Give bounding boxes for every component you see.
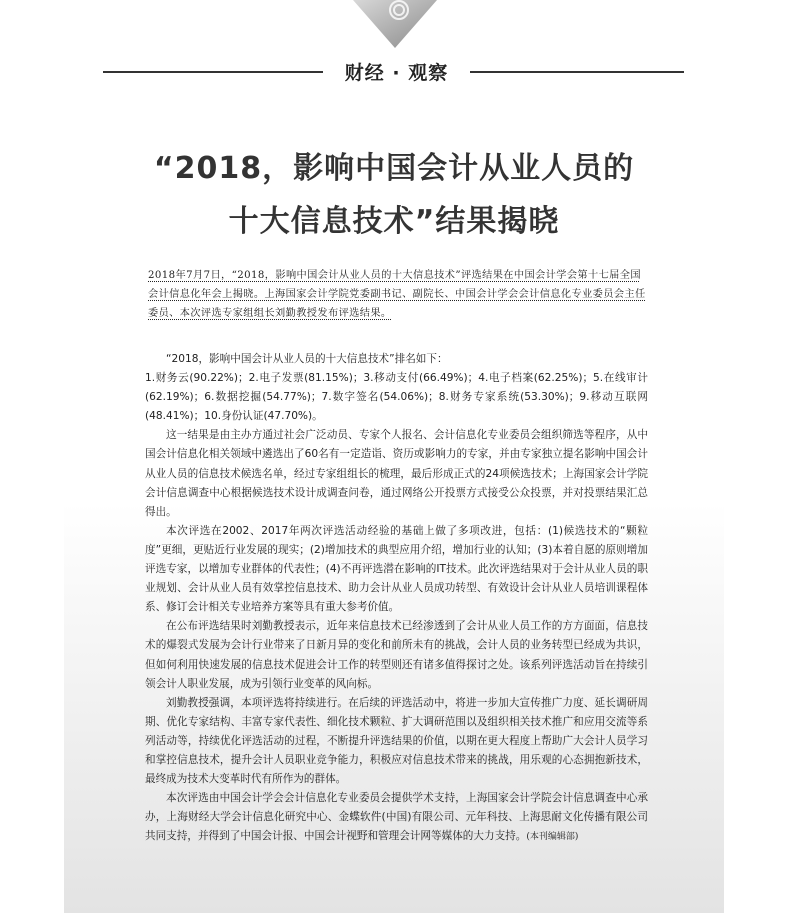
ranking-list: 1.财务云(90.22%)；2.电子发票(81.15%)；3.移动支付(66.49%)；4.电子档案(62.25%)；5.在线审计(62.19%)；6.数据挖掘(54.77%)；7.数字签名(54.06%)；8.财务专家系统(53.30%)；9.移动互联网(48.41%)；10.身份认证(47.70%)。: [145, 372, 648, 423]
article-title-line-2: 十大信息技术”结果揭晓: [228, 204, 560, 239]
section-label: 财经 · 观察: [344, 62, 449, 84]
article-body: [145, 350, 648, 847]
decorative-triangle-graphic: [353, 0, 437, 48]
header-rule-right: [470, 71, 684, 73]
body-paragraph: 这一结果是由主办方通过社会广泛动员、专家个人报名、会计信息化专业委员会组织筛选等程序，从中国会计信息化相关领域中遴选出了60名有一定造诣、资历或影响力的专家，并由专家独立提名影响中国会计从业人员的信息技术候选名单，经过专家组组长的梳理，最后形成正式的24项候选技术；上海国家会计学院会计信息调查中心根据候选技术设计成调查问卷，通过网络公开投票方式接受公众投票，并对投票结果汇总得出。: [145, 429, 648, 518]
body-paragraph-last: [145, 789, 648, 847]
article-lead: [148, 266, 648, 323]
editorial-credit: (本刊编辑部): [526, 832, 579, 843]
body-paragraph: 在公布评选结果时刘勤教授表示，近年来信息技术已经渗透到了会计从业人员工作的方方面面，信息技术的爆裂式发展为会计行业带来了日新月异的变化和前所未有的挑战，会计人员的业务转型已经成为共识，但如何利用快速发展的信息技术促进会计工作的转型则还有诸多值得探讨之处。该系列评选活动旨在持续引领会计人职业发展，成为引领行业变革的风向标。: [145, 620, 648, 690]
ranking-intro: “2018，影响中国会计从业人员的十大信息技术”排名如下：: [166, 353, 448, 365]
body-paragraph: 本次评选在2002、2017年两次评选活动经验的基础上做了多项改进，包括：(1)候选技术的“颗粒度”更细，更贴近行业发展的现实；(2)增加技术的典型应用介绍，增加行业的认知；(3)本着自愿的原则增加评选专家，以增加专业群体的代表性；(4)不再评选潜在影响的IT技术。此次评选结果对于会计从业人员的职业规划、会计从业人员有效掌控信息技术、助力会计从业人员成功转型、有效设计会计从业人员培训课程体系、修订会计相关专业培养方案等具有重大参考价值。: [145, 524, 648, 614]
body-paragraph: 刘勤教授强调，本项评选将持续进行。在后续的评选活动中，将进一步加大宣传推广力度、延长调研周期、优化专家结构、丰富专家代表性、细化技术颗粒、扩大调研范围以及组织相关技术推广和应用交流等系列活动等，持续优化评选活动的过程，不断提升评选结果的价值，以期在更大程度上帮助广大会计人员学习和掌控信息技术，提升会计人员职业竞争能力，积极应对信息技术带来的挑战，用乐观的心态拥抱新技术，最终成为技术大变革时代有所作为的群体。: [145, 696, 648, 786]
body-paragraph-text: 本次评选由中国会计学会会计信息化专业委员会提供学术支持，上海国家会计学院会计信息调查中心承办，上海财经大学会计信息化研究中心、金蝶软件(中国)有限公司、元年科技、上海思耐文化传播有限公司共同支持，并得到了中国会计报、中国会计视野和管理会计网等媒体的大力支持。: [145, 792, 648, 843]
header-rule-left: [103, 71, 323, 73]
article-title-line-1: “2018，影响中国会计从业人员的: [153, 151, 635, 186]
lead-text: 2018年7月7日，“2018，影响中国会计从业人员的十大信息技术”评选结果在中国会计学会第十七届全国会计信息化年会上揭晓。上海国家会计学院党委副书记、副院长、中国会计学会会计信息化专业委员会主任委员、本次评选专家组组长刘勤教授发布评选结果。: [148, 270, 646, 319]
